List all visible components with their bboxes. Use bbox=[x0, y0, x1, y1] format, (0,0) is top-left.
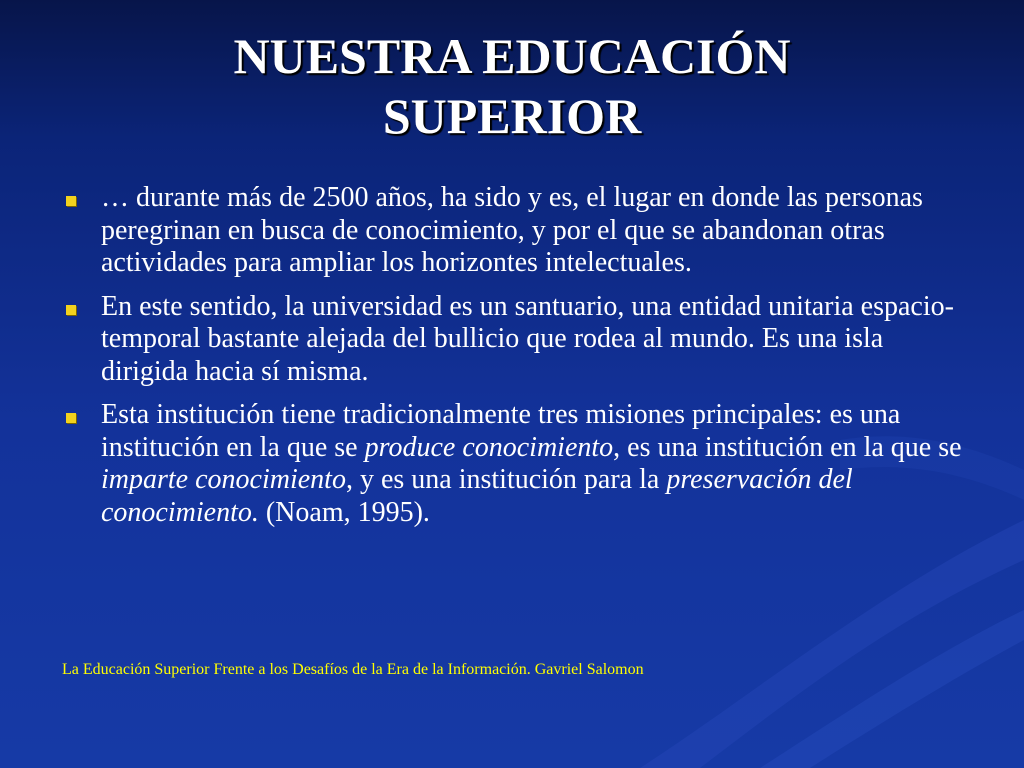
bullet-item-3 bbox=[60, 399, 972, 529]
bullet-text-3-part1: Esta institución tiene tradicionalmente tres misiones principales: es una institución en la que se bbox=[101, 399, 901, 463]
slide-title-line1: NUESTRA EDUCACIÓN bbox=[233, 28, 791, 84]
bullet-text-1: … durante más de 2500 años, ha sido y es, el lugar en donde las personas peregrinan en busca de conocimiento, y por el que se abandonan otras actividades para ampliar los horizontes intelectuales. bbox=[101, 182, 923, 278]
bullet-text-3-part2: , es una institución en la que se bbox=[613, 431, 962, 463]
bullet-text-2: En este sentido, la universidad es un santuario, una entidad unitaria espacio-temporal bastante alejada del bullicio que rodea al mundo. Es una isla dirigida hacia sí misma. bbox=[101, 290, 954, 387]
bullet-text-3-italic3: preservación del conocimiento. bbox=[101, 464, 853, 528]
bullet-list bbox=[60, 182, 972, 540]
bullet-item-2 bbox=[60, 291, 972, 389]
bullet-item-1 bbox=[60, 182, 972, 280]
square-bullet-icon bbox=[66, 196, 76, 206]
bullet-text-3-italic1: produce conocimiento bbox=[364, 431, 614, 463]
slide-title-line2: SUPERIOR bbox=[382, 88, 642, 144]
square-bullet-icon bbox=[66, 305, 76, 315]
source-footer: La Educación Superior Frente a los Desafíos de la Era de la Información. Gavriel Salomon bbox=[62, 661, 644, 678]
square-bullet-icon bbox=[66, 413, 76, 423]
bullet-text-3-italic2: imparte conocimiento bbox=[101, 464, 346, 495]
bullet-text-3-part4: (Noam, 1995). bbox=[258, 496, 430, 528]
slide-title bbox=[0, 26, 1024, 146]
bullet-text-3-part3: , y es una institución para la bbox=[345, 464, 667, 495]
